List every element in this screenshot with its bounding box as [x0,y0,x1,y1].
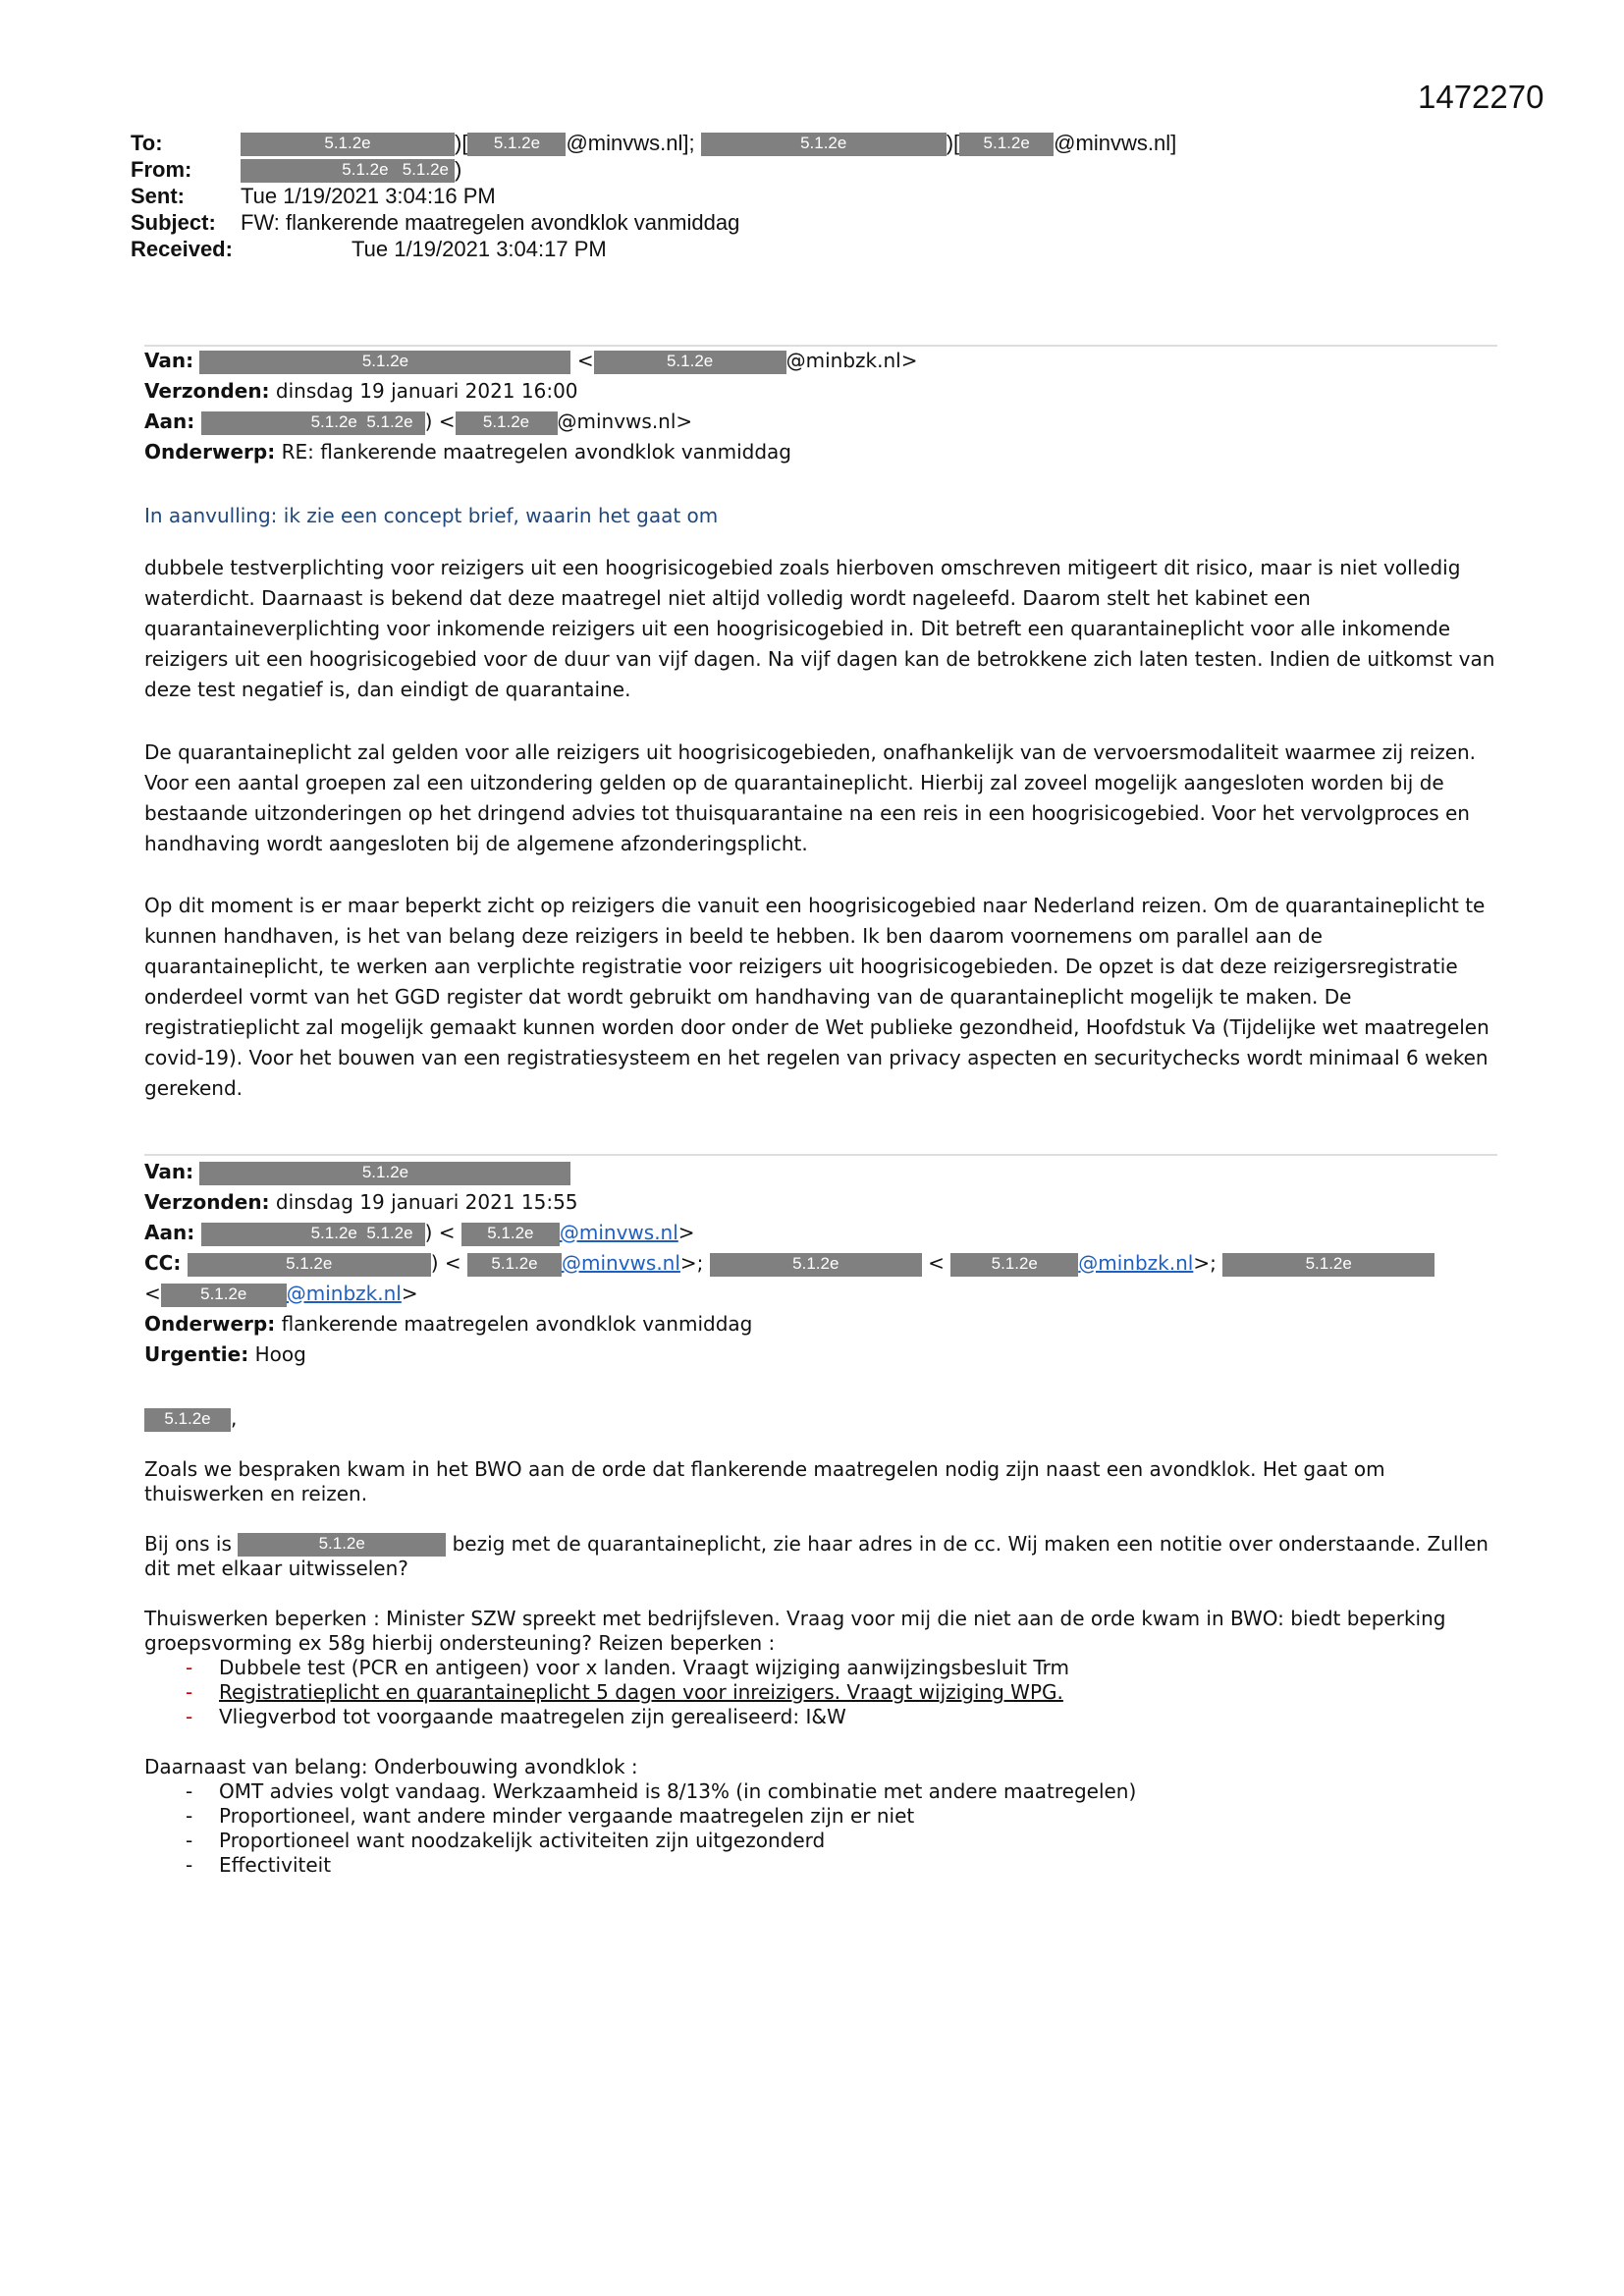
paragraph-end: bezig met de quarantaineplicht, zie haar adres in de cc. Wij maken een notitie over onderstaande. Zullen dit met elkaar uitwisselen? [144,1531,1489,1580]
redaction-box [201,1223,425,1246]
email-link[interactable]: @minbzk.nl [1078,1251,1194,1275]
reizen-list [144,1656,1497,1729]
urgentie-value: Hoog [254,1342,306,1366]
document-id: 1472270 [1418,79,1544,115]
dash-bullet: - [186,1779,193,1803]
aanvulling-text: In aanvulling: ik zie een concept brief, waarin het gaat om [144,504,719,527]
subject-value: FW: flankerende maatregelen avondklok vanmiddag [241,210,740,235]
email-link[interactable]: @minbzk.nl [286,1282,402,1305]
to-domain: @minvws.nl]; [566,131,695,155]
paragraph-start: Bij ons is [144,1531,232,1556]
paragraph: Thuiswerken beperken : Minister SZW spreekt met bedrijfsleven. Vraag voor mij die niet aan de orde kwam in BWO: biedt beperking groepsvorming ex 58g hierbij ondersteuning? Reizen beperken : [144,1607,1446,1655]
redaction-box: 5.1.2e [701,133,947,156]
dash-bullet: - [186,1680,193,1704]
aan-domain: @minvws.nl> [557,410,693,433]
redaction-box: 5.1.2e [710,1253,922,1277]
redaction-box: 5.1.2e [199,351,570,374]
redaction-box: 5.1.2e [238,1533,446,1557]
received-value: Tue 1/19/2021 3:04:17 PM [352,237,607,261]
onderwerp-value: flankerende maatregelen avondklok vanmiddag [281,1312,753,1336]
redaction-box [241,159,455,183]
van-domain: @minbzk.nl> [785,349,918,372]
redaction-box: 5.1.2e [188,1253,431,1277]
redaction-box: 5.1.2e [461,1223,560,1246]
paragraph: Daarnaast van belang: Onderbouwing avondklok : [144,1755,638,1778]
mail3-cc-row: CC: 5.1.2e ) < 5.1.2e @minvws.nl>; 5.1.2e < 5.1.2e @minbzk.nl>; 5.1.2e [144,1248,1499,1279]
list-item [144,1705,1497,1729]
aan-label: Aan: [144,410,195,433]
list-item-text: Registratieplicht en quarantaineplicht 5 dagen voor inreizigers. Vraagt wijziging WPG. [219,1680,1063,1704]
dash-bullet: - [186,1853,193,1877]
list-item-text: Vliegverbod tot voorgaande maatregelen zijn gerealiseerd: I&W [219,1705,846,1728]
redaction-code: 5.1.2e [366,411,413,431]
list-item-text: Dubbele test (PCR en antigeen) voor x landen. Vraagt wijziging aanwijzingsbesluit Trm [219,1656,1069,1679]
separator [144,1154,1497,1156]
onderwerp-label: Onderwerp: [144,1312,276,1336]
dash-bullet: - [186,1829,193,1852]
redaction-code: 5.1.2e [402,160,449,180]
paragraph: Op dit moment is er maar beperkt zicht op reizigers die vanuit een hoogrisicogebied naar Nederland reizen. Om de quarantaineplicht te kunnen handhaven, is het van belang deze reizigers in beeld te hebben. Ik ben daarom voornemens om parallel aan de quarantaineplicht, te werken aan verplichte registratie voor reizigers uit hoogrisicogebieden. De opzet is dat deze reizigersregistratie onderdeel vormt van het GGD register dat wordt gebruikt om handhaving van de quarantaineplicht mogelijk te maken. De registratieplicht zal mogelijk gemaakt kunnen worden door onder de Wet publieke gezondheid, Hoofdstuk Va (Tijdelijke wet maatregelen covid-19). Voor het bouwen van een registratiesysteem en het regelen van privacy aspecten en securitychecks wordt minimaal 6 weken gerekend. [144,894,1489,1100]
verzonden-label: Verzonden: [144,379,270,403]
subject-label: Subject: [131,210,216,235]
sent-value: Tue 1/19/2021 3:04:16 PM [241,184,496,208]
received-label: Received: [131,237,233,261]
dash-bullet: - [186,1656,193,1679]
cc-label: CC: [144,1251,182,1275]
dash-bullet: - [186,1705,193,1728]
mail2-van-row: Van: 5.1.2e < 5.1.2e @minbzk.nl> [144,349,918,372]
dash-bullet: - [186,1804,193,1828]
redaction-box: 5.1.2e [594,351,786,374]
redaction-box [201,411,425,435]
verzonden-label: Verzonden: [144,1190,270,1214]
verzonden-value: dinsdag 19 januari 2021 15:55 [275,1190,578,1214]
redaction-box: 5.1.2e [456,411,558,435]
mail2-verzonden-row [144,376,1499,407]
redaction-box: 5.1.2e [161,1284,287,1307]
from-value: 5.1.2e 5.1.2e ) [241,156,461,183]
from-label: From: [131,157,192,182]
list-item [144,1804,1497,1829]
mail3-body [144,1406,1497,1878]
mail2-aan-row: Aan: 5.1.2e 5.1.2e ) < 5.1.2e @minvws.nl> [144,410,693,433]
aan-label: Aan: [144,1221,195,1244]
redaction-box: 5.1.2e [467,133,566,156]
mail3-aan-row: Aan: 5.1.2e 5.1.2e ) < 5.1.2e @minvws.nl> [144,1221,695,1244]
onderwerp-label: Onderwerp: [144,440,276,464]
van-label: Van: [144,349,194,372]
redaction-code: 5.1.2e [310,411,357,431]
verzonden-value: dinsdag 19 januari 2021 16:00 [275,379,578,403]
redaction-box: 5.1.2e [144,1408,231,1432]
list-item [144,1680,1497,1705]
list-item-text: Effectiviteit [219,1853,332,1877]
mail3-urgentie-row [144,1339,1499,1370]
redaction-box: 5.1.2e [467,1253,562,1277]
list-item-text: Proportioneel want noodzakelijk activiteiten zijn uitgezonderd [219,1829,826,1852]
mail3-van-row [144,1157,1499,1187]
to-value: 5.1.2e )[ 5.1.2e @minvws.nl]; 5.1.2e )[ 5.1.2e @minvws.nl] [241,130,1176,156]
list-item [144,1829,1497,1853]
to-domain: @minvws.nl] [1054,131,1177,155]
list-item-text: Proportioneel, want andere minder vergaande maatregelen zijn er niet [219,1804,915,1828]
list-item [144,1853,1497,1878]
paragraph: De quarantaineplicht zal gelden voor alle reizigers uit hoogrisicogebieden, onafhankelijk van de vervoersmodaliteit waarmee zij reizen. Voor een aantal groepen zal een uitzondering gelden op de quarantaineplicht. Hierbij zal zoveel mogelijk aangesloten worden bij de bestaande uitzonderingen op het dringend advies tot thuisquarantaine na een reis in een hoogrisicogebied. Voor het vervolgproces en handhaving wordt aangesloten bij de algemene afzonderingsplicht. [144,740,1477,855]
redaction-box: 5.1.2e [199,1162,570,1185]
list-item [144,1779,1497,1804]
paragraph [144,1532,1497,1582]
urgentie-label: Urgentie: [144,1342,249,1366]
paragraph: Zoals we bespraken kwam in het BWO aan de orde dat flankerende maatregelen nodig zijn naast een avondklok. Het gaat om thuiswerken en reizen. [144,1456,1385,1505]
mail3-onderwerp-row [144,1309,1499,1339]
to-label: To: [131,131,163,155]
redaction-box: 5.1.2e [1222,1253,1435,1277]
redaction-box: 5.1.2e [959,133,1054,156]
redaction-box: 5.1.2e [241,133,455,156]
redaction-code: 5.1.2e [310,1223,357,1242]
mail2-header [144,346,1499,467]
redaction-code: 5.1.2e [342,160,389,180]
redaction-box: 5.1.2e [950,1253,1078,1277]
onderwerp-value: RE: flankerende maatregelen avondklok vanmiddag [281,440,791,464]
mail2-onderwerp-row [144,437,1499,467]
list-item-text: OMT advies volgt vandaag. Werkzaamheid is 8/13% (in combinatie met andere maatregelen) [219,1779,1137,1803]
email-link[interactable]: @minvws.nl [562,1251,680,1275]
redaction-code: 5.1.2e [366,1223,413,1242]
list-item [144,1656,1497,1680]
mail3-cc-row-continued: < 5.1.2e @minbzk.nl> [144,1282,418,1305]
email-link[interactable]: @minvws.nl [559,1221,678,1244]
mail3-header [144,1157,1499,1370]
paragraph: dubbele testverplichting voor reizigers uit een hoogrisicogebied zoals hierboven omschreven mitigeert dit risico, maar is niet volledig waterdicht. Daarnaast is bekend dat deze maatregel niet altijd volledig wordt nageleefd. Daarom stelt het kabinet een quarantaineverplichting voor inkomende reizigers uit een hoogrisicogebied in. Dit betreft een quarantaineplicht voor alle inkomende reizigers uit een hoogrisicogebied voor de duur van vijf dagen. Na vijf dagen kan de betrokkene zich laten testen. Indien de uitkomst van deze test negatief is, dan eindigt de quarantaine. [144,556,1495,701]
sent-label: Sent: [131,184,185,208]
salutation: 5.1.2e , [144,1406,1497,1432]
avondklok-list [144,1779,1497,1878]
van-label: Van: [144,1160,194,1183]
mail3-verzonden-row [144,1187,1499,1218]
